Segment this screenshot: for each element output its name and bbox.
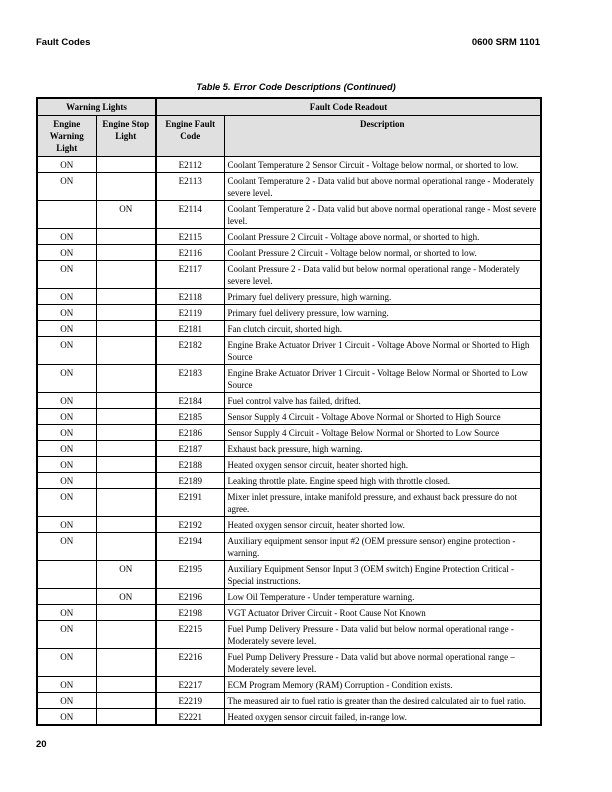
engine-stop-light-cell xyxy=(96,337,156,365)
header-engine-warning-light: Engine Warning Light xyxy=(37,116,96,157)
fault-table-row xyxy=(37,157,541,173)
engine-stop-light-cell xyxy=(96,245,156,261)
engine-fault-code-cell: E2114 xyxy=(156,201,224,229)
description-cell: VGT Actuator Driver Circuit - Root Cause Not Known xyxy=(224,605,541,621)
engine-fault-code-cell: E2189 xyxy=(156,473,224,489)
engine-warning-light-cell: ON xyxy=(37,305,96,321)
engine-warning-light-cell: ON xyxy=(37,709,96,726)
engine-warning-light-cell: ON xyxy=(37,289,96,305)
engine-stop-light-cell: ON xyxy=(96,589,156,605)
engine-fault-code-cell: E2117 xyxy=(156,261,224,289)
description-cell: Low Oil Temperature - Under temperature warning. xyxy=(224,589,541,605)
engine-stop-light-cell xyxy=(96,409,156,425)
engine-fault-code-cell: E2113 xyxy=(156,173,224,201)
fault-table-row xyxy=(37,201,541,229)
engine-fault-code-cell: E2183 xyxy=(156,365,224,393)
engine-stop-light-cell xyxy=(96,533,156,561)
engine-stop-light-cell xyxy=(96,365,156,393)
description-cell: Heated oxygen sensor circuit, heater shorted low. xyxy=(224,517,541,533)
description-cell: Fuel Pump Delivery Pressure - Data valid but below normal operational range - Moderately severe level. xyxy=(224,621,541,649)
header-group-warning-lights: Warning Lights xyxy=(37,98,156,116)
description-cell: ECM Program Memory (RAM) Corruption - Condition exists. xyxy=(224,677,541,693)
fault-table-row xyxy=(37,261,541,289)
description-cell: Sensor Supply 4 Circuit - Voltage Below Normal or Shorted to Low Source xyxy=(224,425,541,441)
description-cell: Exhaust back pressure, high warning. xyxy=(224,441,541,457)
engine-fault-code-cell: E2184 xyxy=(156,393,224,409)
engine-warning-light-cell: ON xyxy=(37,157,96,173)
fault-table-row xyxy=(37,425,541,441)
fault-table-row xyxy=(37,589,541,605)
fault-table-row xyxy=(37,337,541,365)
fault-table-row xyxy=(37,245,541,261)
engine-stop-light-cell xyxy=(96,473,156,489)
engine-stop-light-cell xyxy=(96,289,156,305)
table-caption-text: Error Code Descriptions (Continued) xyxy=(233,82,396,92)
engine-warning-light-cell: ON xyxy=(37,621,96,649)
engine-warning-light-cell xyxy=(37,561,96,589)
engine-warning-light-cell: ON xyxy=(37,441,96,457)
fault-table-row xyxy=(37,393,541,409)
fault-table-row xyxy=(37,677,541,693)
engine-fault-code-cell: E2116 xyxy=(156,245,224,261)
fault-table-row xyxy=(37,621,541,649)
engine-warning-light-cell: ON xyxy=(37,649,96,677)
engine-warning-light-cell: ON xyxy=(37,393,96,409)
engine-fault-code-cell: E2198 xyxy=(156,605,224,621)
engine-fault-code-cell: E2119 xyxy=(156,305,224,321)
engine-fault-code-cell: E2112 xyxy=(156,157,224,173)
fault-table-row xyxy=(37,605,541,621)
engine-stop-light-cell xyxy=(96,425,156,441)
description-cell: Leaking throttle plate. Engine speed high with throttle closed. xyxy=(224,473,541,489)
engine-stop-light-cell xyxy=(96,229,156,245)
fault-table-row xyxy=(37,365,541,393)
header-left-title: Fault Codes xyxy=(36,37,91,48)
engine-fault-code-cell: E2221 xyxy=(156,709,224,726)
running-header xyxy=(36,37,540,48)
description-cell: Fuel Pump Delivery Pressure - Data valid but above normal operational range – Moderately severe level. xyxy=(224,649,541,677)
fault-table-row xyxy=(37,489,541,517)
fault-table-body xyxy=(37,157,541,726)
fault-code-table xyxy=(36,97,542,726)
engine-fault-code-cell: E2188 xyxy=(156,457,224,473)
header-engine-fault-code: Engine Fault Code xyxy=(156,116,224,157)
engine-fault-code-cell: E2196 xyxy=(156,589,224,605)
engine-stop-light-cell: ON xyxy=(96,201,156,229)
engine-fault-code-cell: E2192 xyxy=(156,517,224,533)
description-cell: Fuel control valve has failed, drifted. xyxy=(224,393,541,409)
engine-stop-light-cell xyxy=(96,649,156,677)
engine-warning-light-cell xyxy=(37,201,96,229)
description-cell: Primary fuel delivery pressure, low warning. xyxy=(224,305,541,321)
engine-warning-light-cell: ON xyxy=(37,425,96,441)
header-description: Description xyxy=(224,116,541,157)
fault-table-row xyxy=(37,533,541,561)
fault-table-row xyxy=(37,693,541,709)
description-cell: Coolant Pressure 2 Circuit - Voltage above normal, or shorted to high. xyxy=(224,229,541,245)
fault-table-row xyxy=(37,473,541,489)
engine-fault-code-cell: E2195 xyxy=(156,561,224,589)
description-cell: Mixer inlet pressure, intake manifold pressure, and exhaust back pressure do not agree. xyxy=(224,489,541,517)
fault-table-row xyxy=(37,457,541,473)
description-cell: Heated oxygen sensor circuit failed, in-range low. xyxy=(224,709,541,726)
engine-fault-code-cell: E2182 xyxy=(156,337,224,365)
engine-fault-code-cell: E2186 xyxy=(156,425,224,441)
engine-warning-light-cell: ON xyxy=(37,229,96,245)
engine-stop-light-cell xyxy=(96,441,156,457)
description-cell: Sensor Supply 4 Circuit - Voltage Above Normal or Shorted to High Source xyxy=(224,409,541,425)
engine-warning-light-cell: ON xyxy=(37,321,96,337)
fault-table-row xyxy=(37,173,541,201)
engine-warning-light-cell xyxy=(37,589,96,605)
description-cell: Coolant Pressure 2 Circuit - Voltage below normal, or shorted to low. xyxy=(224,245,541,261)
engine-warning-light-cell: ON xyxy=(37,337,96,365)
fault-table-row xyxy=(37,709,541,726)
engine-warning-light-cell: ON xyxy=(37,173,96,201)
engine-fault-code-cell: E2191 xyxy=(156,489,224,517)
engine-stop-light-cell xyxy=(96,517,156,533)
engine-stop-light-cell xyxy=(96,709,156,726)
fault-table-row xyxy=(37,441,541,457)
engine-fault-code-cell: E2185 xyxy=(156,409,224,425)
fault-table-row xyxy=(37,517,541,533)
description-cell: Coolant Temperature 2 - Data valid but above normal operational range - Moderately severe level. xyxy=(224,173,541,201)
fault-table-header xyxy=(37,98,541,157)
fault-table-row xyxy=(37,649,541,677)
fault-table-row xyxy=(37,229,541,245)
engine-stop-light-cell xyxy=(96,457,156,473)
fault-table-row xyxy=(37,409,541,425)
description-cell: Fan clutch circuit, shorted high. xyxy=(224,321,541,337)
header-group-fault-code-readout: Fault Code Readout xyxy=(156,98,541,116)
engine-fault-code-cell: E2219 xyxy=(156,693,224,709)
description-cell: Auxiliary Equipment Sensor Input 3 (OEM switch) Engine Protection Critical - Special instructions. xyxy=(224,561,541,589)
header-column-row xyxy=(37,116,541,157)
engine-stop-light-cell xyxy=(96,173,156,201)
description-cell: Heated oxygen sensor circuit, heater shorted high. xyxy=(224,457,541,473)
engine-fault-code-cell: E2187 xyxy=(156,441,224,457)
table-caption xyxy=(36,82,556,93)
fault-table-row xyxy=(37,289,541,305)
engine-stop-light-cell xyxy=(96,321,156,337)
engine-warning-light-cell: ON xyxy=(37,409,96,425)
header-group-row xyxy=(37,98,541,116)
engine-warning-light-cell: ON xyxy=(37,365,96,393)
page-number: 20 xyxy=(36,739,47,750)
engine-fault-code-cell: E2215 xyxy=(156,621,224,649)
description-cell: Coolant Temperature 2 Sensor Circuit - Voltage below normal, or shorted to low. xyxy=(224,157,541,173)
engine-fault-code-cell: E2115 xyxy=(156,229,224,245)
engine-warning-light-cell: ON xyxy=(37,605,96,621)
description-cell: Engine Brake Actuator Driver 1 Circuit - Voltage Below Normal or Shorted to Low Source xyxy=(224,365,541,393)
engine-warning-light-cell: ON xyxy=(37,533,96,561)
engine-stop-light-cell xyxy=(96,261,156,289)
description-cell: Auxiliary equipment sensor input #2 (OEM pressure sensor) engine protection - warning. xyxy=(224,533,541,561)
header-engine-stop-light: Engine Stop Light xyxy=(96,116,156,157)
engine-warning-light-cell: ON xyxy=(37,517,96,533)
engine-warning-light-cell: ON xyxy=(37,261,96,289)
engine-warning-light-cell: ON xyxy=(37,489,96,517)
engine-fault-code-cell: E2118 xyxy=(156,289,224,305)
engine-stop-light-cell xyxy=(96,157,156,173)
table-caption-prefix: Table 5. xyxy=(196,82,231,92)
engine-warning-light-cell: ON xyxy=(37,473,96,489)
engine-warning-light-cell: ON xyxy=(37,245,96,261)
engine-warning-light-cell: ON xyxy=(37,693,96,709)
fault-table-row xyxy=(37,561,541,589)
fault-table-row xyxy=(37,321,541,337)
engine-stop-light-cell xyxy=(96,693,156,709)
engine-warning-light-cell: ON xyxy=(37,677,96,693)
description-cell: Coolant Temperature 2 - Data valid but above normal operational range - Most severe level. xyxy=(224,201,541,229)
engine-warning-light-cell: ON xyxy=(37,457,96,473)
description-cell: Engine Brake Actuator Driver 1 Circuit - Voltage Above Normal or Shorted to High Source xyxy=(224,337,541,365)
engine-stop-light-cell xyxy=(96,677,156,693)
engine-stop-light-cell xyxy=(96,393,156,409)
engine-stop-light-cell xyxy=(96,305,156,321)
header-right-doc-number: 0600 SRM 1101 xyxy=(471,37,540,48)
engine-fault-code-cell: E2217 xyxy=(156,677,224,693)
fault-table-row xyxy=(37,305,541,321)
engine-fault-code-cell: E2216 xyxy=(156,649,224,677)
engine-stop-light-cell xyxy=(96,621,156,649)
engine-stop-light-cell: ON xyxy=(96,561,156,589)
description-cell: Primary fuel delivery pressure, high warning. xyxy=(224,289,541,305)
description-cell: The measured air to fuel ratio is greater than the desired calculated air to fuel ratio. xyxy=(224,693,541,709)
engine-stop-light-cell xyxy=(96,605,156,621)
description-cell: Coolant Pressure 2 - Data valid but below normal operational range - Moderately severe level. xyxy=(224,261,541,289)
engine-fault-code-cell: E2194 xyxy=(156,533,224,561)
engine-stop-light-cell xyxy=(96,489,156,517)
engine-fault-code-cell: E2181 xyxy=(156,321,224,337)
